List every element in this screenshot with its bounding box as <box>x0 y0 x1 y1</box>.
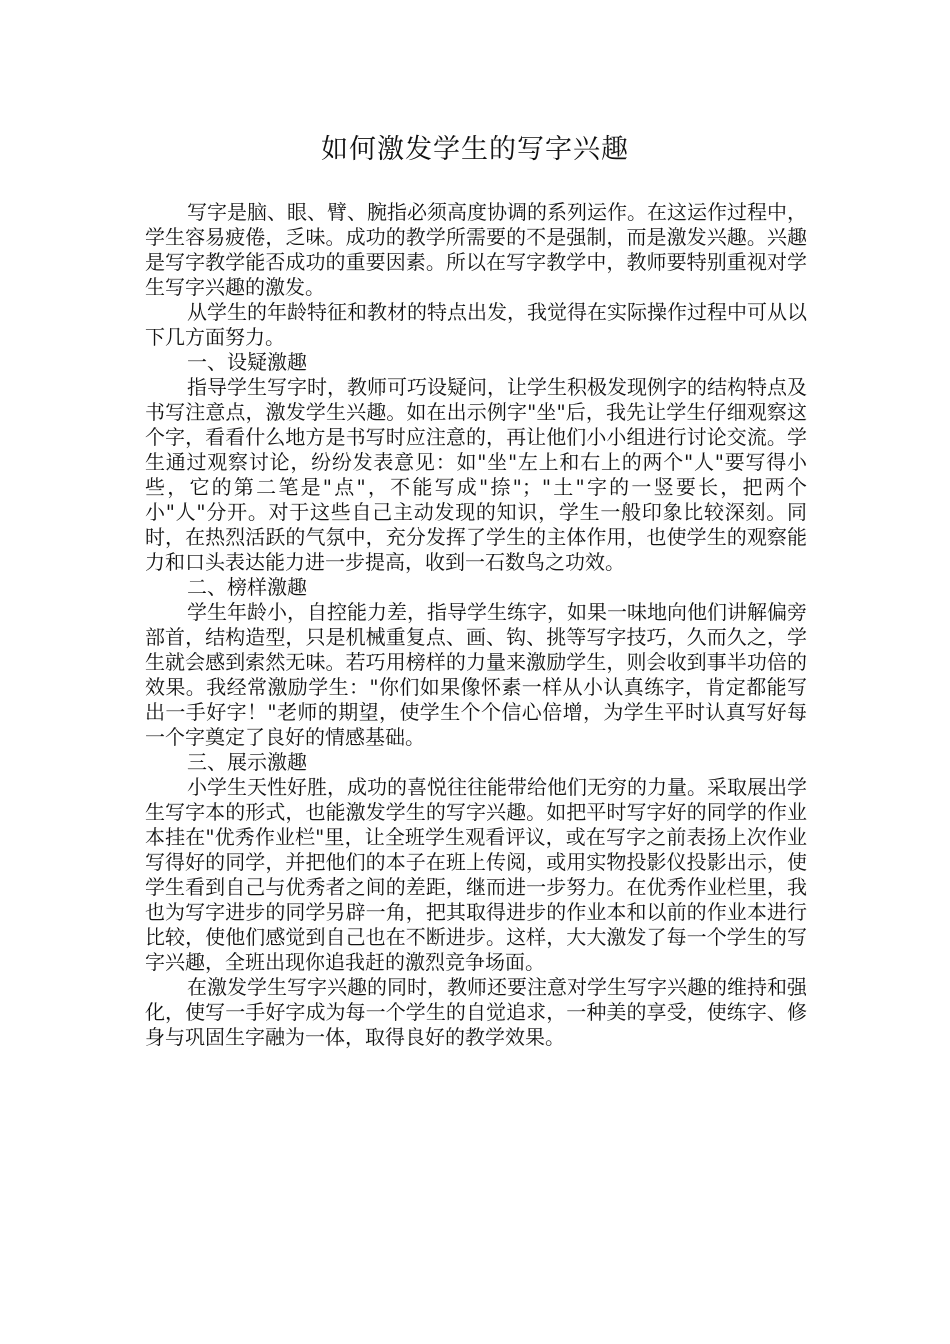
intro-paragraph: 写字是脑、眼、臂、腕指必须高度协调的系列运作。在这运作过程中，学生容易疲倦，乏味。成功的教学所需要的不是强制，而是激发兴趣。兴趣是写字教学能否成功的重要因素。所以在写字教学中，教师要特别重视对学生写字兴趣的激发。 <box>145 200 807 299</box>
conclusion-paragraph: 在激发学生写字兴趣的同时，教师还要注意对学生写字兴趣的维持和强化，使写一手好字成为每一个学生的自觉追求，一种美的享受，使练字、修身与巩固生字融为一体，取得良好的教学效果。 <box>145 975 807 1049</box>
approach-paragraph: 从学生的年龄特征和教材的特点出发，我觉得在实际操作过程中可从以下几方面努力。 <box>145 300 807 349</box>
section-heading-2: 二、榜样激趣 <box>187 575 307 599</box>
document-body <box>145 200 807 1050</box>
document-title: 如何激发学生的写字兴趣 <box>321 134 629 165</box>
section-heading-1: 一、设疑激趣 <box>187 350 307 374</box>
section-heading-3: 三、展示激趣 <box>187 750 307 774</box>
section-paragraph-2: 学生年龄小，自控能力差，指导学生练字，如果一味地向他们讲解偏旁部首，结构造型，只是机械重复点、画、钩、挑等写字技巧，久而久之，学生就会感到索然无味。若巧用榜样的力量来激励学生，则会收到事半功倍的效果。我经常激励学生："你们如果像怀素一样从小认真练字，肯定都能写出一手好字！"老师的期望，使学生个个信心倍增，为学生平时认真写好每一个字奠定了良好的情感基础。 <box>145 600 807 749</box>
section-paragraph-1: 指导学生写字时，教师可巧设疑问，让学生积极发现例字的结构特点及书写注意点，激发学生兴趣。如在出示例字"坐"后，我先让学生仔细观察这个字，看看什么地方是书写时应注意的，再让他们小小组进行讨论交流。学生通过观察讨论，纷纷发表意见：如"坐"左上和右上的两个"人"要写得小些，它的第二笔是"点"，不能写成"捺"；"土"字的一竖要长，把两个小"人"分开。对于这些自己主动发现的知识，学生一般印象比较深刻。同时，在热烈活跃的气氛中，充分发挥了学生的主体作用，也使学生的观察能力和口头表达能力进一步提高，收到一石数鸟之功效。 <box>145 375 807 574</box>
section-paragraph-3: 小学生天性好胜，成功的喜悦往往能带给他们无穷的力量。采取展出学生写字本的形式，也能激发学生的写字兴趣。如把平时写字好的同学的作业本挂在"优秀作业栏"里，让全班学生观看评议，或在写字之前表扬上次作业写得好的同学，并把他们的本子在班上传阅，或用实物投影仪投影出示，使学生看到自己与优秀者之间的差距，继而进一步努力。在优秀作业栏里，我也为写字进步的同学另辟一角，把其取得进步的作业本和以前的作业本进行比较，使他们感觉到自己也在不断进步。这样，大大激发了每一个学生的写字兴趣，全班出现你追我赶的激烈竞争场面。 <box>145 775 807 974</box>
